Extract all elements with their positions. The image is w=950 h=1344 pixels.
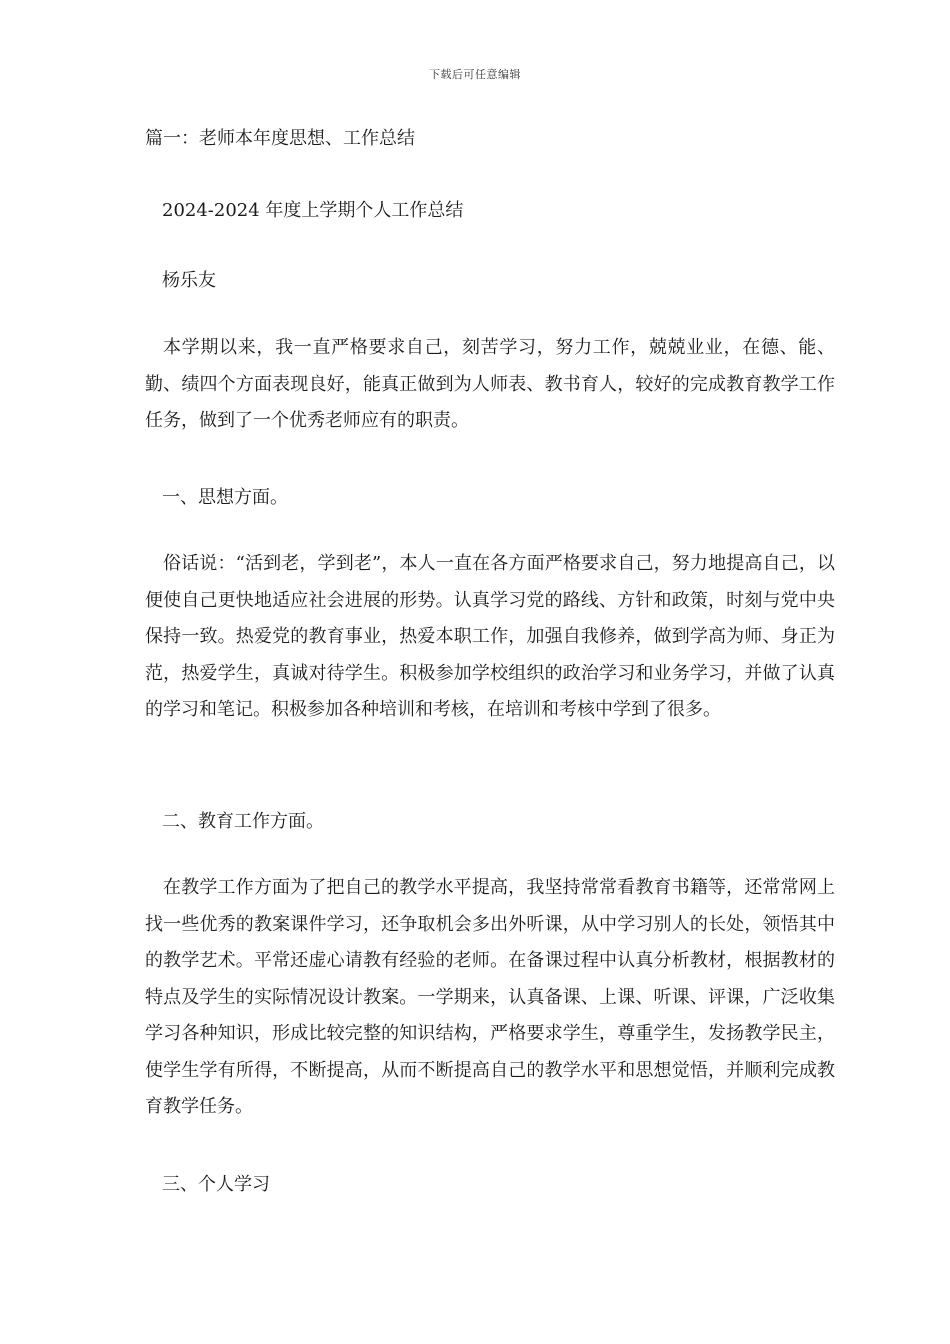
section1-paragraph: 俗话说：“活到老，学到老”，本人一直在各方面严格要求自己，努力地提高自己，以便使自己更快地适应社会进展的形势。认真学习党的路线、方针和政策，时刻与党中央保持一致。热爱党的教育事业，热爱本职工作，加强自我修养，做到学高为师、身正为范，热爱学生，真诚对待学生。积极参加学校组织的政治学习和业务学习，并做了认真的学习和笔记。积极参加各种培训和考核，在培训和考核中学到了很多。 — [145, 553, 835, 720]
intro-paragraph: 本学期以来，我一直严格要求自己，刻苦学习，努力工作，兢兢业业，在德、能、勤、绩四个方面表现良好，能真正做到为人师表、教书育人，较好的完成教育教学工作任务，做到了一个优秀老师应有的职责。 — [145, 337, 835, 431]
document-title: 篇一：老师本年度思想、工作总结 — [145, 128, 415, 149]
section2-heading: 二、教育工作方面。 — [162, 811, 324, 832]
section2-paragraph: 在教学工作方面为了把自己的教学水平提高，我坚持常常看教育书籍等，还常常网上找一些优秀的教案课件学习，还争取机会多出外听课，从中学习别人的长处，领悟其中的教学艺术。平常还虚心请教有经验的老师。在备课过程中认真分析教材，根据教材的特点及学生的实际情况设计教案。一学期来，认真备课、上课、听课、评课，广泛收集学习各种知识，形成比较完整的知识结构，严格要求学生，尊重学生，发扬教学民主，使学生学有所得，不断提高，从而不断提高自己的教学水平和思想觉悟，并顺利完成教育教学任务。 — [145, 877, 835, 1117]
section3-heading: 三、个人学习 — [162, 1174, 270, 1195]
author-name: 杨乐友 — [162, 270, 216, 291]
section1-heading: 一、思想方面。 — [162, 487, 288, 508]
header-note: 下载后可任意编辑 — [429, 68, 521, 81]
report-subtitle: 2024-2024 年度上学期个人工作总结 — [162, 200, 464, 221]
